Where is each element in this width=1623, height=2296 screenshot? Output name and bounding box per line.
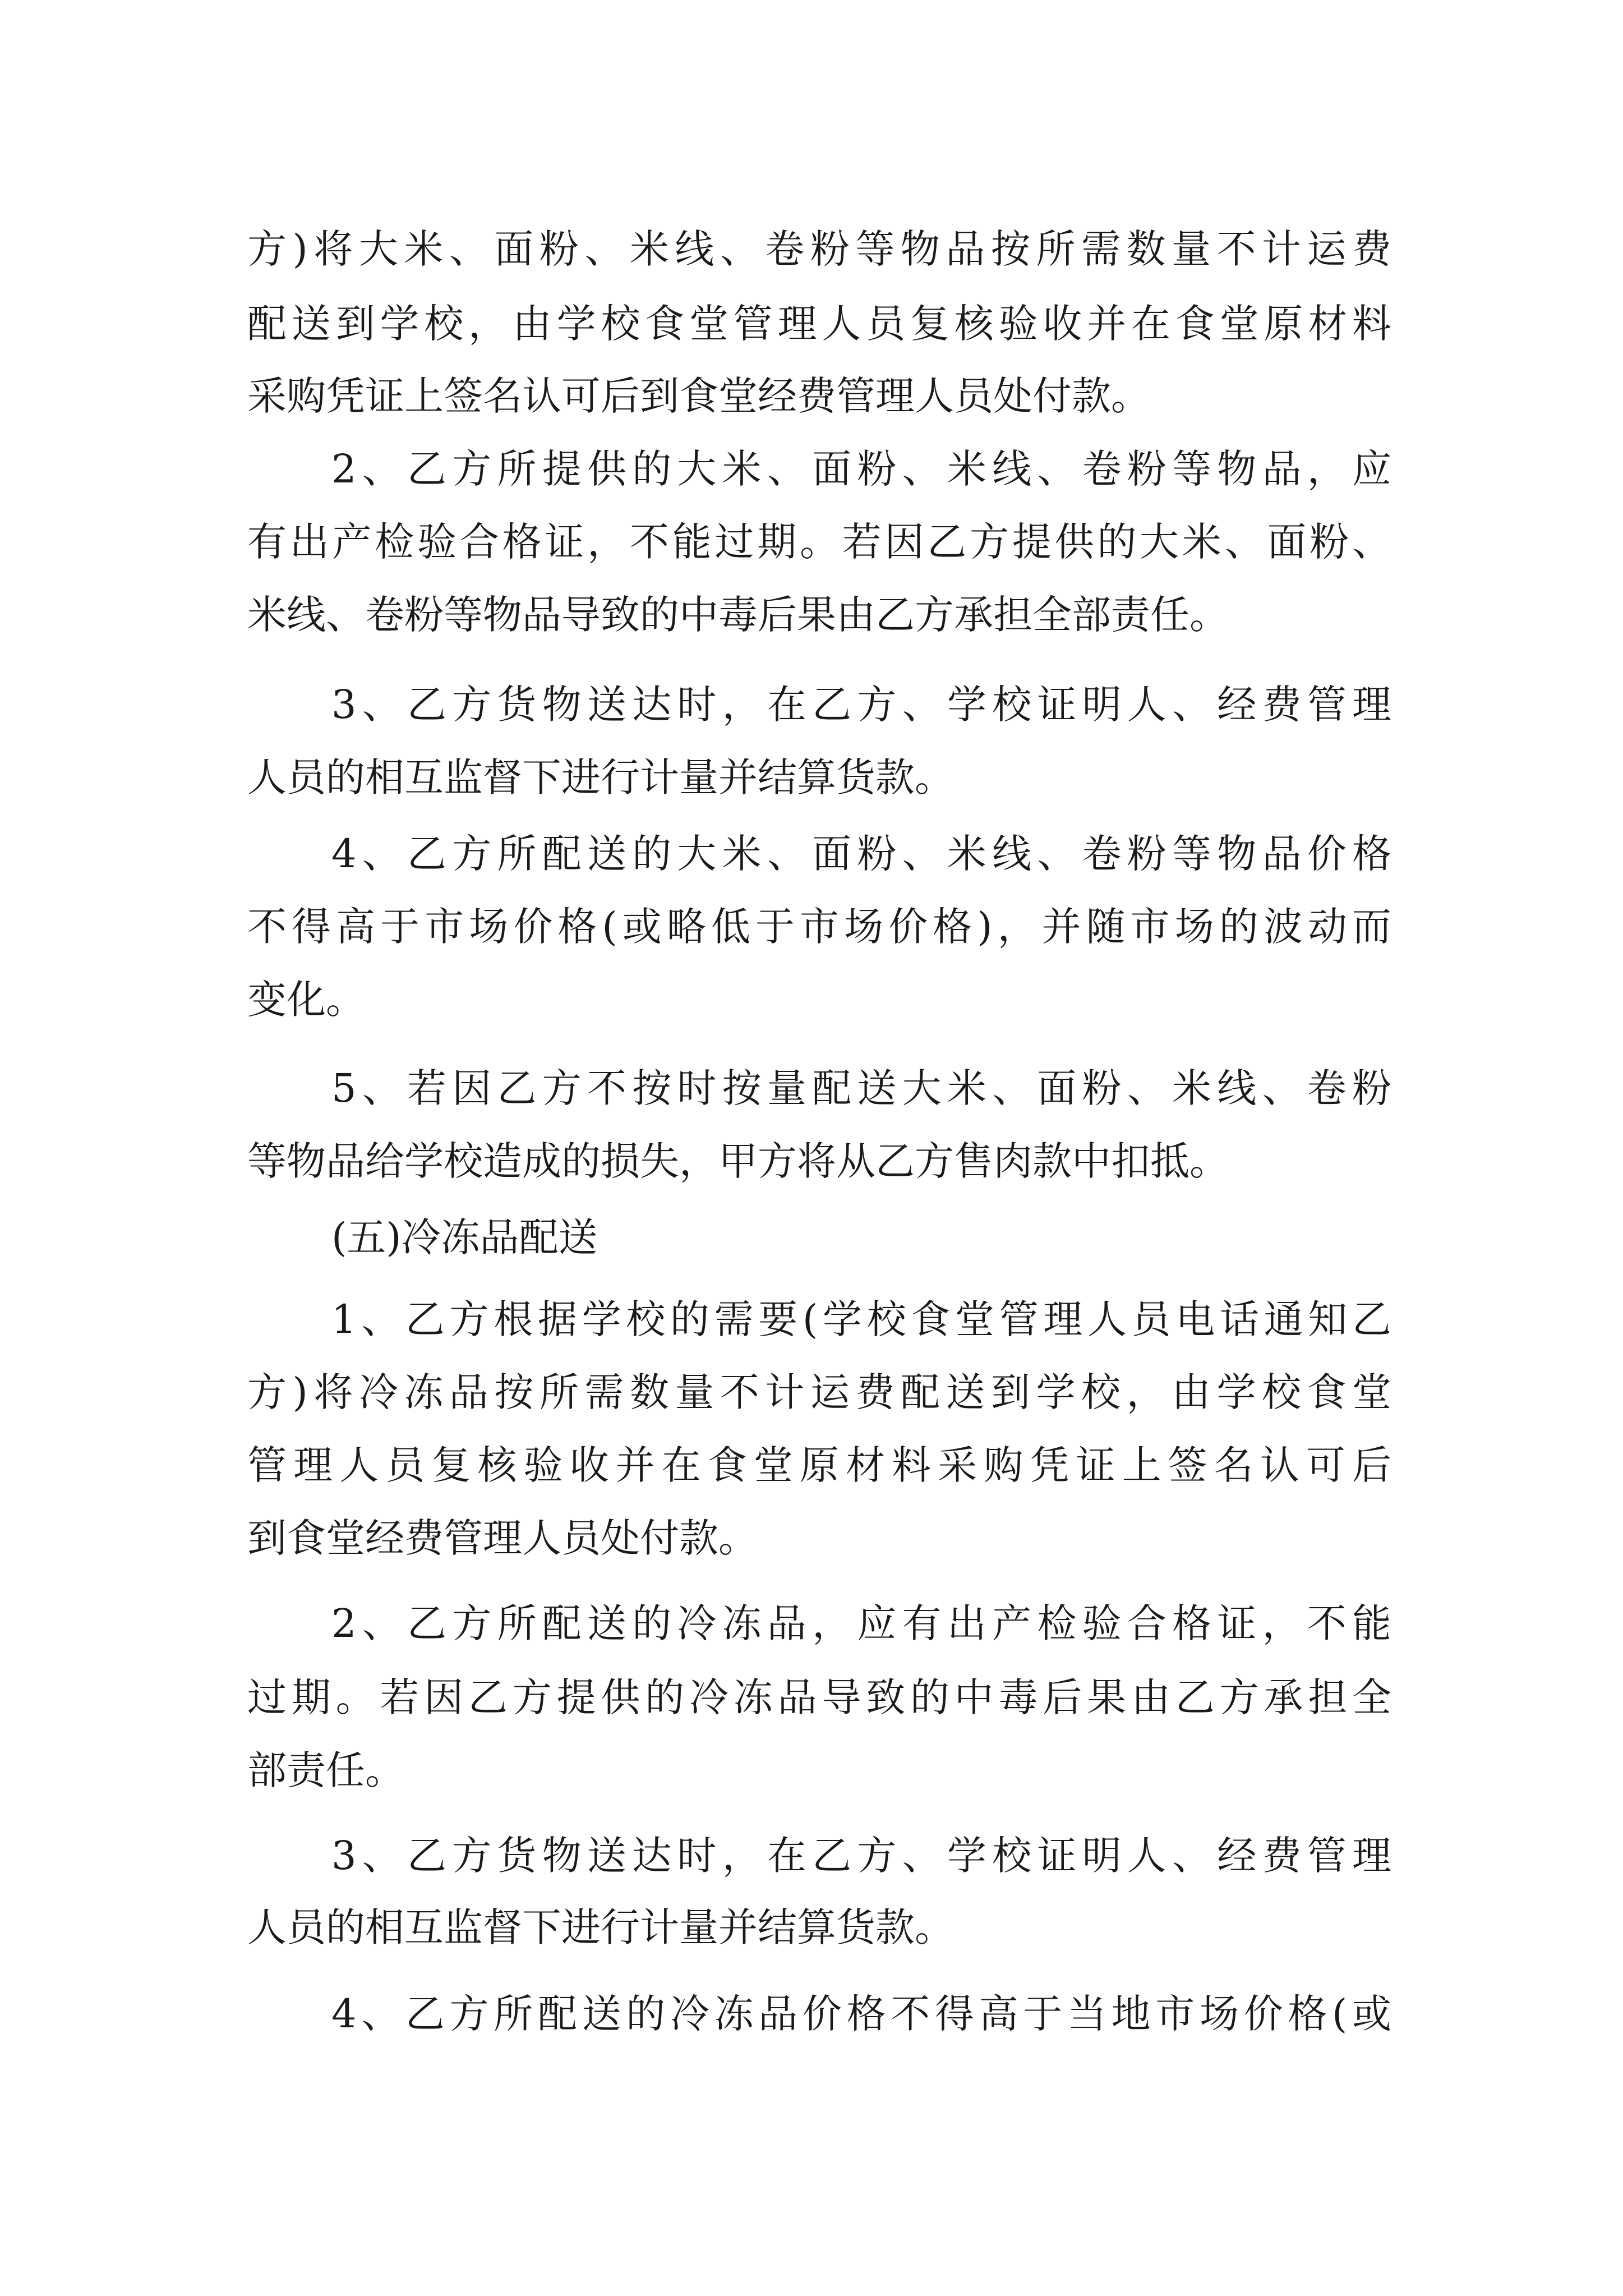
text-line: 等物品给学校造成的损失，甲方将从乙方售肉款中扣抵。: [247, 1138, 1229, 1184]
text-line: 有出产检验合格证，不能过期。若因乙方提供的大米、面粉、: [247, 519, 1391, 565]
text-line: 5、若因乙方不按时按量配送大米、面粉、米线、卷粉: [331, 1065, 1391, 1111]
text-line: 过期。若因乙方提供的冷冻品导致的中毒后果由乙方承担全: [247, 1674, 1391, 1720]
text-line: 人员的相互监督下进行计量并结算货款。: [247, 754, 954, 800]
text-line: 米线、卷粉等物品导致的中毒后果由乙方承担全部责任。: [247, 592, 1229, 638]
text-line: 采购凭证上签名认可后到食堂经费管理人员处付款。: [247, 373, 1150, 419]
text-line: 部责任。: [247, 1747, 404, 1793]
text-line: 人员的相互监督下进行计量并结算货款。: [247, 1904, 954, 1950]
section-heading: (五)冷冻品配送: [331, 1214, 598, 1260]
text-line: 配送到学校，由学校食堂管理人员复核验收并在食堂原材料: [247, 301, 1391, 347]
text-line: 不得高于市场价格(或略低于市场价格)，并随市场的波动而: [247, 904, 1391, 950]
text-line: 2、乙方所配送的冷冻品，应有出产检验合格证，不能: [331, 1600, 1391, 1646]
text-line: 管理人员复核验收并在食堂原材料采购凭证上签名认可后: [247, 1442, 1391, 1488]
text-line: 4、乙方所配送的冷冻品价格不得高于当地市场价格(或: [331, 1991, 1391, 2037]
text-line: 3、乙方货物送达时，在乙方、学校证明人、经费管理: [331, 682, 1391, 728]
text-line: 3、乙方货物送达时，在乙方、学校证明人、经费管理: [331, 1833, 1391, 1879]
text-line: 方)将冷冻品按所需数量不计运费配送到学校，由学校食堂: [247, 1369, 1391, 1415]
text-line: 2、乙方所提供的大米、面粉、米线、卷粉等物品，应: [331, 446, 1391, 492]
text-line: 变化。: [247, 977, 365, 1023]
text-line: 1、乙方根据学校的需要(学校食堂管理人员电话通知乙: [331, 1296, 1391, 1342]
text-line: 方)将大米、面粉、米线、卷粉等物品按所需数量不计运费: [247, 226, 1391, 272]
text-line: 到食堂经费管理人员处付款。: [247, 1515, 758, 1561]
text-line: 4、乙方所配送的大米、面粉、米线、卷粉等物品价格: [331, 831, 1391, 877]
